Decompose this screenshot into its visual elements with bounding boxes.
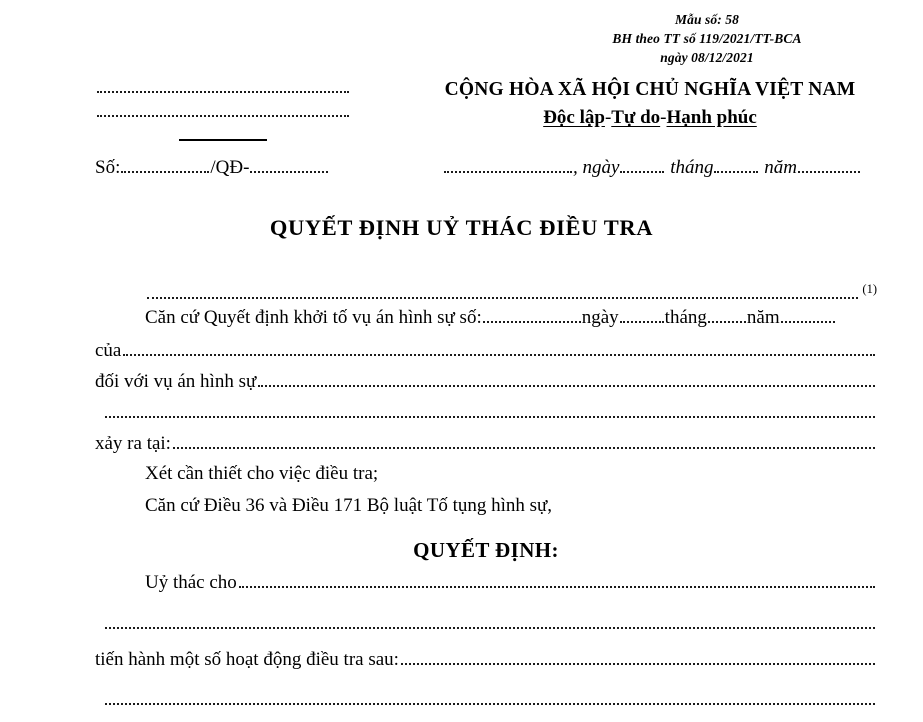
issuing-agency-block: [95, 78, 350, 141]
footnote-marker-1: (1): [862, 281, 877, 296]
investigation-activities-continuation-input[interactable]: [105, 689, 875, 705]
year-input[interactable]: [798, 157, 860, 173]
legal-basis-statement: Căn cứ Điều 36 và Điều 171 Bộ luật Tố tụng hình sự,: [145, 495, 553, 516]
case-subject-continuation-input[interactable]: [105, 402, 875, 418]
issuing-body-input[interactable]: [123, 340, 875, 356]
agency-name-line-2[interactable]: [97, 115, 349, 117]
criminal-case-year-input[interactable]: [781, 307, 835, 323]
document-number-input[interactable]: [121, 157, 209, 173]
document-number-separator: /QĐ-: [210, 157, 250, 178]
issuing-authority-line: [95, 283, 877, 307]
issuing-body-label: của: [95, 339, 122, 361]
motto-independence: Độc lập: [543, 107, 605, 129]
criminal-case-decision-number-input[interactable]: [483, 307, 581, 323]
year-label: năm: [764, 157, 797, 178]
document-number-suffix-input[interactable]: [250, 157, 328, 173]
document-number-label: Số:: [95, 157, 121, 178]
incident-location-label: xảy ra tại:: [95, 432, 171, 454]
national-title: CỘNG HÒA XÃ HỘI CHỦ NGHĨA VIỆT NAM: [444, 79, 856, 100]
incident-location-line: [95, 433, 877, 464]
investigation-activities-continuation-line: [95, 689, 877, 709]
motto-separator-2: -: [660, 107, 667, 129]
criminal-case-decision-line: [95, 307, 877, 340]
decision-heading: QUYẾT ĐỊNH:: [413, 538, 559, 562]
form-circular: BH theo TT số 119/2021/TT-BCA: [612, 31, 802, 47]
criminal-case-decision-label: Căn cứ Quyết định khởi tố vụ án hình sự số:: [145, 306, 482, 328]
entrust-continuation-line: [95, 613, 877, 649]
investigation-activities-label: tiến hành một số hoạt động điều tra sau:: [95, 648, 399, 670]
day-input[interactable]: [620, 157, 664, 173]
document-title: QUYẾT ĐỊNH UỶ THÁC ĐIỀU TRA: [269, 215, 654, 240]
form-number: Mẫu số: 58: [674, 12, 739, 27]
investigation-activities-input[interactable]: [401, 649, 875, 665]
case-subject-input[interactable]: [258, 371, 875, 387]
month-input[interactable]: [714, 157, 758, 173]
entrust-line: [95, 572, 877, 613]
case-subject-line: [95, 371, 877, 402]
national-motto: [400, 106, 900, 131]
motto-separator-1: -: [604, 107, 612, 129]
day-label: ngày: [582, 157, 620, 178]
case-subject-continuation-line: [95, 402, 877, 433]
issuing-authority-input[interactable]: [147, 283, 858, 299]
form-circular-date: ngày 08/12/2021: [660, 50, 754, 66]
criminal-case-year-label: năm: [746, 306, 780, 328]
document-number-line: [95, 157, 329, 179]
motto-happiness: Hạnh phúc: [666, 107, 757, 129]
criminal-case-day-input[interactable]: [620, 307, 664, 323]
criminal-case-day-label: ngày: [581, 306, 619, 328]
place-date-line: [443, 157, 861, 179]
agency-name-line-1[interactable]: [97, 91, 349, 93]
national-heading-block: [400, 78, 900, 131]
document-body: [95, 283, 877, 709]
case-subject-label: đối với vụ án hình sự: [95, 370, 257, 392]
month-label: tháng: [670, 157, 714, 178]
place-input[interactable]: [444, 157, 572, 173]
incident-location-input[interactable]: [173, 433, 875, 449]
form-reference-block: [537, 10, 877, 67]
entrust-input[interactable]: [239, 572, 875, 588]
entrust-label: Uỷ thác cho: [145, 571, 237, 593]
consideration-statement: Xét cần thiết cho việc điều tra;: [145, 463, 379, 484]
entrust-continuation-input[interactable]: [105, 613, 875, 629]
criminal-case-month-label: tháng: [664, 306, 707, 328]
motto-freedom: Tự do: [611, 107, 661, 129]
investigation-activities-line: [95, 649, 877, 689]
agency-underline-rule: [179, 139, 267, 141]
criminal-case-month-input[interactable]: [708, 307, 746, 323]
date-comma: ,: [573, 157, 578, 178]
issuing-body-line: [95, 340, 877, 371]
